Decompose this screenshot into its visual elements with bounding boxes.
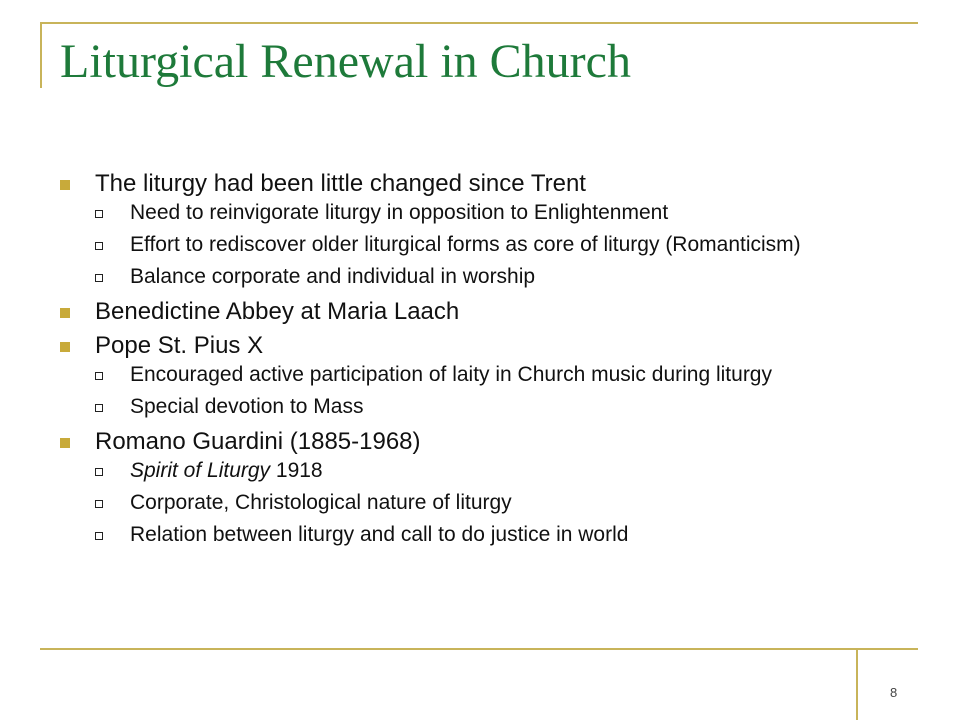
- hollow-square-bullet-icon: [95, 468, 103, 476]
- sub-bullet-text: Balance corporate and individual in worship: [130, 265, 536, 288]
- square-bullet-icon: [60, 180, 70, 190]
- square-bullet-icon: [60, 438, 70, 448]
- sub-bullet-text: Corporate, Christological nature of liturgy: [130, 491, 512, 514]
- slide-body: [60, 170, 880, 556]
- sub-bullet-text: Relation between liturgy and call to do justice in world: [130, 523, 629, 546]
- sub-bullet-text: Need to reinvigorate liturgy in opposition to Enlightenment: [130, 201, 669, 224]
- sub-bullet-item: [95, 202, 880, 224]
- sub-bullet-item: [95, 266, 880, 288]
- hollow-square-bullet-icon: [95, 404, 103, 412]
- hollow-square-bullet-icon: [95, 372, 103, 380]
- hollow-square-bullet-icon: [95, 210, 103, 218]
- square-bullet-icon: [60, 308, 70, 318]
- page-number: 8: [890, 685, 898, 700]
- sub-bullet-item: [95, 460, 880, 482]
- sub-bullet-item: [95, 364, 880, 386]
- footer-rule: [856, 648, 858, 720]
- sub-bullet-list: [95, 460, 880, 546]
- sub-bullet-item: [95, 234, 880, 256]
- sub-bullet-text: Encouraged active participation of laity in Church music during liturgy: [130, 363, 772, 386]
- bottom-rule: [40, 648, 918, 650]
- sub-bullet-list: [95, 364, 880, 418]
- bullet-item: [60, 298, 880, 326]
- book-title: Spirit of Liturgy: [130, 459, 271, 482]
- bullet-item: [60, 170, 880, 288]
- hollow-square-bullet-icon: [95, 242, 103, 250]
- top-rule: [40, 22, 918, 24]
- bullet-text: The liturgy had been little changed since Trent: [95, 170, 586, 197]
- slide-title: Liturgical Renewal in Church: [60, 35, 631, 88]
- book-year: 1918: [270, 459, 323, 482]
- square-bullet-icon: [60, 342, 70, 352]
- left-rule: [40, 22, 42, 88]
- sub-bullet-item: [95, 396, 880, 418]
- sub-bullet-text: Effort to rediscover older liturgical forms as core of liturgy (Romanticism): [130, 233, 801, 256]
- bullet-list: [60, 170, 880, 546]
- sub-bullet-item: [95, 524, 880, 546]
- bullet-item: [60, 332, 880, 418]
- hollow-square-bullet-icon: [95, 274, 103, 282]
- sub-bullet-text: Special devotion to Mass: [130, 395, 364, 418]
- bullet-text: Pope St. Pius X: [95, 332, 264, 359]
- bullet-text: Romano Guardini (1885-1968): [95, 428, 421, 455]
- sub-bullet-list: [95, 202, 880, 288]
- bullet-item: [60, 428, 880, 546]
- sub-bullet-item: [95, 492, 880, 514]
- hollow-square-bullet-icon: [95, 532, 103, 540]
- hollow-square-bullet-icon: [95, 500, 103, 508]
- bullet-text: Benedictine Abbey at Maria Laach: [95, 298, 460, 325]
